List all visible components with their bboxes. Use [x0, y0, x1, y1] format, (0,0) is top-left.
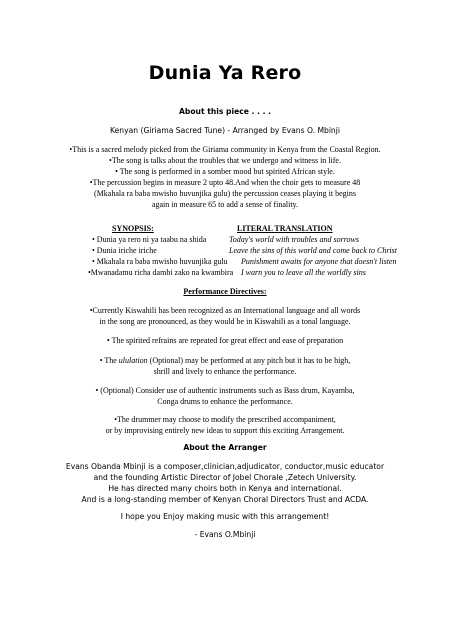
directive-3-post: (Optional) may be performed at any pitch but it has to be high,: [147, 356, 351, 365]
about-line-4: •The percussion begins in measure 2 upto 48.And when the choir gets to measure 48: [89, 178, 361, 187]
synopsis-en-4: I warn you to leave all the worldly sins: [241, 268, 366, 277]
directive-5-line-1: •The drummer may choose to modify the prescribed accompaniment,: [114, 415, 336, 424]
about-line-6: again in measure 65 to add a sense of finality.: [151, 200, 299, 209]
synopsis-sw-4: •Mwanadamu richa dambi zako na kwambira: [88, 268, 234, 277]
signature: - Evans O.Mbinji: [194, 530, 256, 539]
directive-1-line-2: in the song are pronounced, as they would be in Kiswahili as a tonal language.: [99, 317, 351, 326]
synopsis-en-2: Leave the sins of this world and come back to Christ: [229, 246, 397, 255]
closing-line: I hope you Enjoy making music with this arrangement!: [120, 512, 330, 521]
synopsis-sw-3: • Mkahala ra baba mwisho huvunjika gulu: [92, 257, 228, 266]
directive-2: • The spirited refrains are repeated for great effect and ease of preparation: [106, 336, 344, 345]
directive-4-line-1: • (Optional) Consider use of authentic instruments such as Bass drum, Kayamba,: [95, 386, 355, 395]
arranger-line-3: He has directed many choirs both in Kenya and international.: [108, 484, 342, 493]
synopsis-sw-1: • Dunia ya rero ni ya taabu na shida: [92, 235, 207, 244]
arranger-line-4: And is a long-standing member of Kenyan Choral Directors Trust and ACDA.: [81, 495, 369, 504]
directive-3-pre: • The: [99, 356, 119, 365]
directive-4-line-2: Conga drums to enhance the performance.: [157, 397, 293, 406]
directive-5-line-2: or by improvising entirely new ideas to support this exciting Arrangement.: [105, 426, 345, 435]
arranger-heading: About the Arranger: [183, 443, 267, 452]
synopsis-heading: SYNOPSIS:: [112, 224, 154, 233]
about-heading: About this piece . . . .: [179, 107, 271, 116]
page-title: Dunia Ya Rero: [148, 62, 302, 84]
about-line-5: (Mkahala ra baba mwisho huvunjika gulu) the percussion ceases playing it begins: [94, 189, 356, 198]
about-line-2: •The song is talks about the troubles that we undergo and witness in life.: [109, 156, 341, 165]
synopsis-en-3: Punishment awaits for anyone that doesn't listen: [241, 257, 397, 266]
synopsis-en-1: Today's world with troubles and sorrows: [229, 235, 359, 244]
synopsis-sw-2: • Dunia iriche iriche: [92, 246, 157, 255]
about-line-1: •This is a sacred melody picked from the Giriama community in Kenya from the Coastal Region.: [69, 145, 381, 154]
performance-heading: Performance Directives:: [183, 287, 267, 296]
translation-heading: LITERAL TRANSLATION: [237, 224, 333, 233]
directive-3-line-2: shrill and lively to enhance the performance.: [153, 367, 297, 376]
about-line-3: • The song is performed in a somber mood but spirited African style.: [115, 167, 335, 176]
directive-1-line-1: •Currently Kiswahili has been recognized as an International language and all words: [89, 306, 361, 315]
directive-3-ululation: ululation: [118, 356, 148, 365]
arranger-line-2: and the founding Artistic Director of Jobel Chorale ,Zetech University.: [93, 473, 357, 482]
subtitle: Kenyan (Giriama Sacred Tune) - Arranged by Evans O. Mbinji: [110, 126, 340, 135]
directive-3-line-1: [0, 356, 450, 365]
arranger-line-1: Evans Obanda Mbinji is a composer,clinician,adjudicator, conductor,music educator: [65, 462, 385, 471]
